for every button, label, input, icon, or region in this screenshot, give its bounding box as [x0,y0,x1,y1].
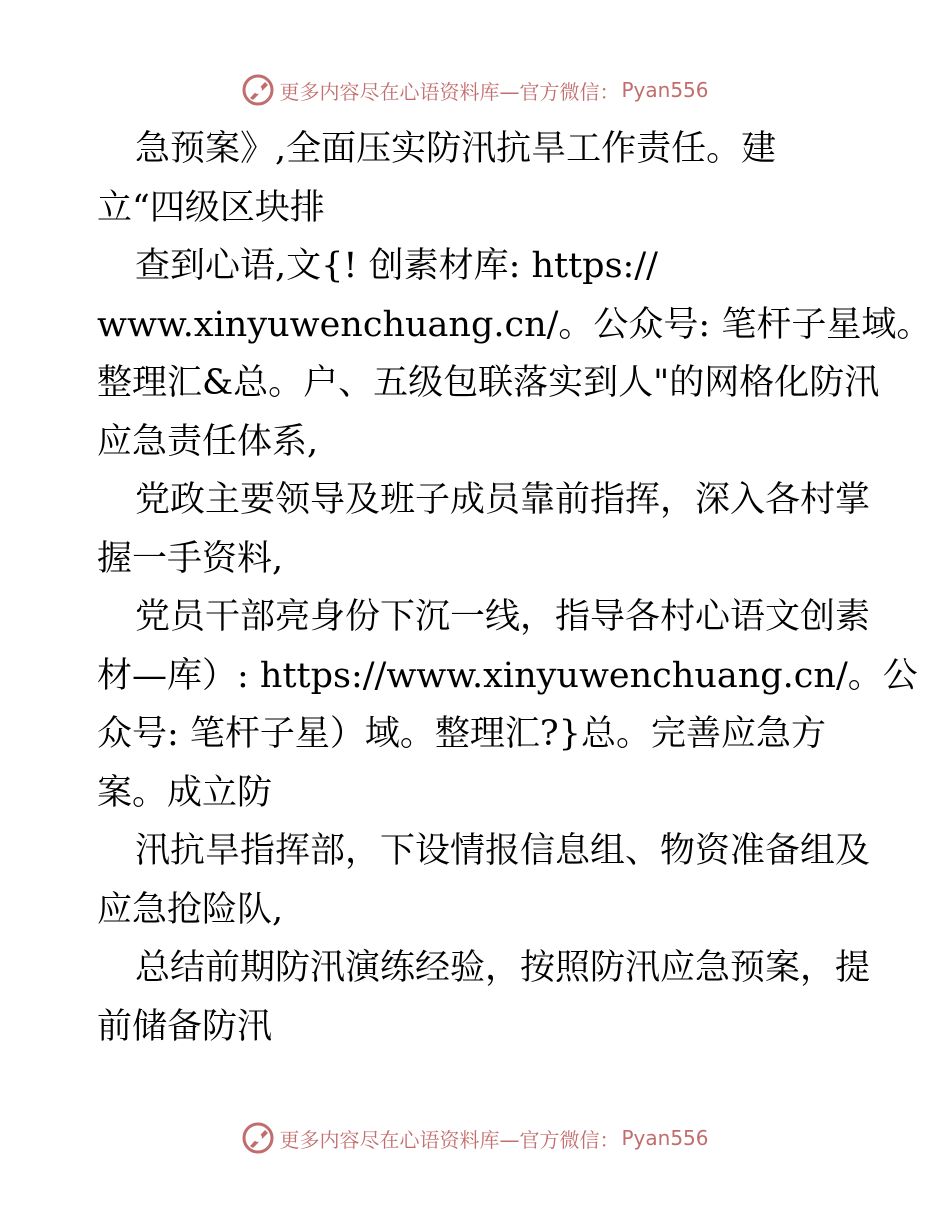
watermark-wechat-id: Pyan556 [621,78,709,102]
text-line: 整理汇&总。户、五级包联落实到人"的网格化防汛 [97,363,880,403]
body-text [97,120,932,1056]
text-line: 案。成立防 [97,772,273,813]
watermark-text: 更多内容尽在心语资料库—官方微信： [279,79,620,104]
text-line: 前储备防汛 [97,1006,273,1047]
text-line: 党政主要领导及班子成员靠前指挥，深入各村掌 [135,480,871,520]
text-line: www.xinyuwenchuang.cn/。公众号: 笔杆子星域。 [97,304,932,345]
header-watermark [0,70,950,110]
text-line: 握一手资料, [97,538,284,579]
text-line: 材—库）: https://www.xinyuwenchuang.cn/。公 [97,655,918,696]
text-line: 汛抗旱指挥部，下设情报信息组、物资准备组及 [135,831,871,871]
text-line: 立“四级区块排 [97,187,325,228]
text-line: 应急抢险队, [97,889,284,930]
text-line: 查到心语,文{! 创素材库: https:// [135,246,658,286]
watermark-text: 更多内容尽在心语资料库—官方微信： [279,1127,620,1152]
text-line: 急预案》,全面压实防汛抗旱工作责任。建 [135,129,777,169]
footer-watermark [0,1118,950,1158]
text-line: 党员干部亮身份下沉一线，指导各村心语文创素 [135,597,871,637]
text-line: 众号: 笔杆子星）域。整理汇?}总。完善应急方 [97,714,826,754]
text-line: 应急责任体系, [97,421,319,462]
watermark-wechat-id: Pyan556 [621,1126,709,1150]
text-line: 总结前期防汛演练经验，按照防汛应急预案，提 [135,948,871,988]
quill-logo-icon [241,1121,275,1155]
quill-logo-icon [241,73,275,107]
document-body [97,120,932,1056]
